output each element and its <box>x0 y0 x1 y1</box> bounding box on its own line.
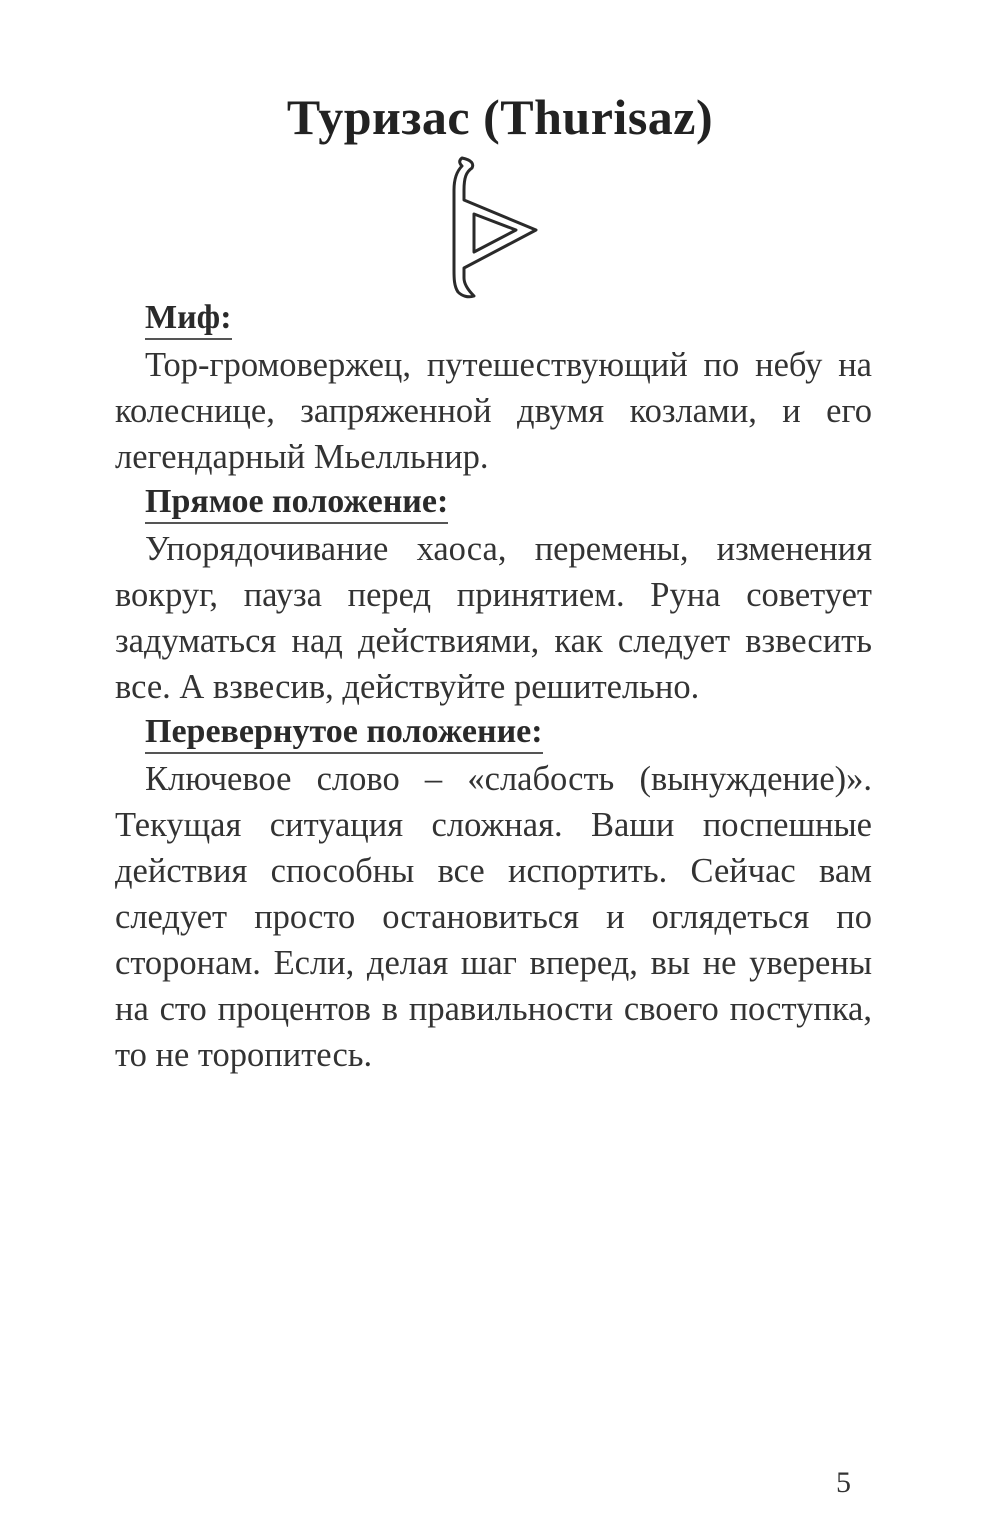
section-reversed-heading-row <box>115 710 872 756</box>
thurisaz-rune-icon <box>440 150 550 300</box>
section-text-upright: Упорядочивание хаоса, перемены, изменения вокруг, пауза перед принятием. Руна советует задуматься над действиями, как следует взвесить все. А взвесив, действуйте решительно. <box>115 530 872 706</box>
page-title: Туризас (Thurisaz) <box>286 89 714 145</box>
page-number: 5 <box>836 1466 851 1499</box>
section-myth-heading-row <box>115 296 872 342</box>
section-text-myth: Тор-громовержец, путешествующий по небу на колеснице, запряженной двумя козлами, и его легендарный Мьелльнир. <box>115 346 872 476</box>
section-heading-myth: Миф: <box>145 299 232 340</box>
section-text-reversed: Ключевое слово – «слабость (вынуждение)». Текущая ситуация сложная. Ваши поспешные действия способны все испортить. Сейчас вам следует просто остановиться и оглядеться по сторонам. Если, делая шаг вперед, вы не уверены на сто процентов в правильности своего поступка, то не торопитесь. <box>115 760 872 1074</box>
section-heading-reversed: Перевернутое положение: <box>145 713 543 754</box>
rune-description <box>115 296 872 1078</box>
section-heading-upright: Прямое положение: <box>145 483 448 524</box>
section-upright-heading-row <box>115 480 872 526</box>
